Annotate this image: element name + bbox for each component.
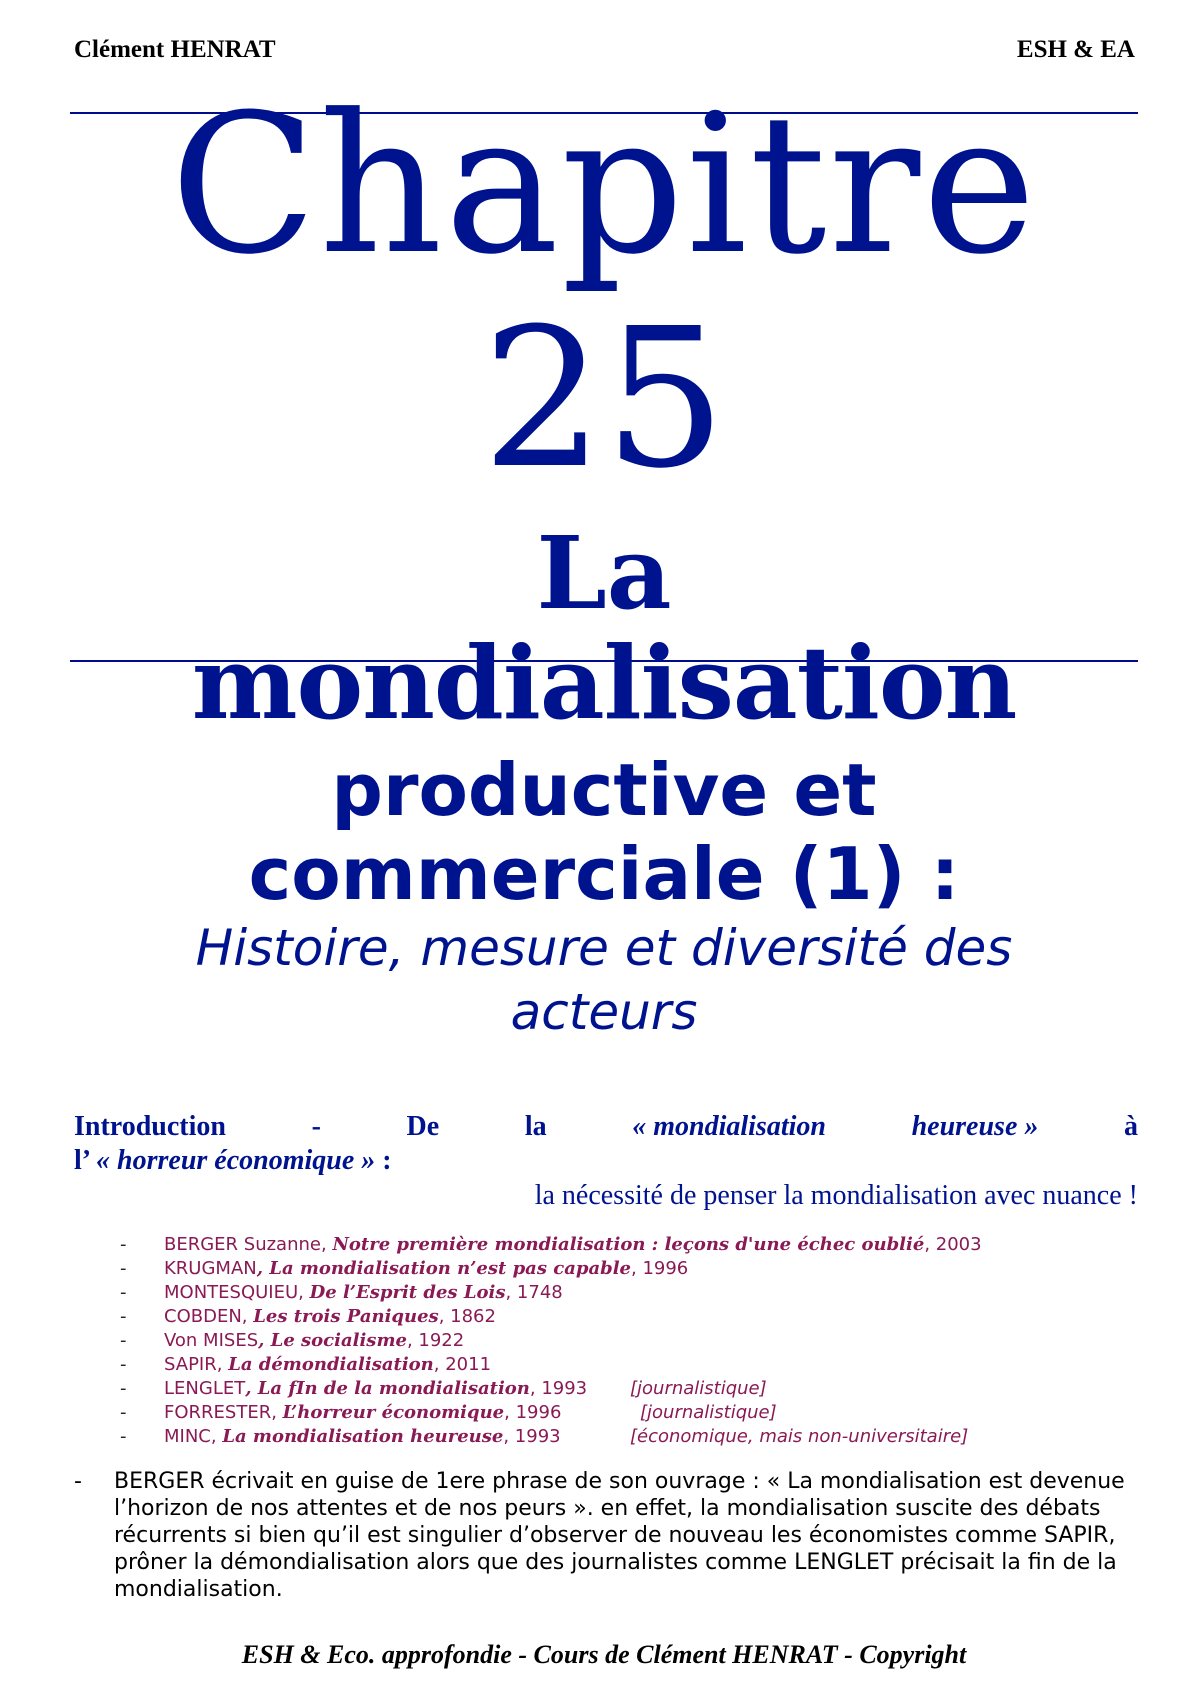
intro-line-3: la nécessité de penser la mondialisation avec nuance ! bbox=[534, 1180, 1138, 1211]
bibliography-year: , 1993 bbox=[529, 1378, 588, 1399]
italic-subtitle-line-2: acteurs bbox=[510, 983, 698, 1041]
bibliography-item bbox=[120, 1233, 982, 1257]
bibliography-item bbox=[120, 1377, 982, 1401]
bibliography-title: Les trois Paniques bbox=[253, 1306, 439, 1327]
header-author: Clément HENRAT bbox=[74, 36, 276, 63]
bullet-dash: - bbox=[120, 1306, 127, 1327]
bibliography-list bbox=[120, 1233, 982, 1449]
bibliography-title: , La fIn de la mondialisation bbox=[245, 1378, 530, 1399]
bibliography-year: , 1748 bbox=[505, 1282, 563, 1303]
bibliography-year: , 1862 bbox=[438, 1306, 496, 1327]
intro-word: De bbox=[406, 1111, 440, 1142]
header-course: ESH & EA bbox=[1016, 36, 1135, 63]
bibliography-note: [journalistique] bbox=[630, 1378, 767, 1399]
bibliography-item bbox=[120, 1401, 982, 1425]
bibliography-year: , 1996 bbox=[504, 1402, 562, 1423]
title-chapitre: Chapitre bbox=[170, 74, 1038, 297]
title-subtitle bbox=[70, 748, 1138, 916]
bibliography-item bbox=[120, 1281, 982, 1305]
bullet-dash: - bbox=[120, 1258, 127, 1279]
intro-prefix: l’ bbox=[74, 1145, 97, 1176]
bibliography-title: , Le socialisme bbox=[258, 1330, 407, 1351]
bullet-dash: - bbox=[120, 1402, 127, 1423]
intro-word: heureuse » bbox=[911, 1111, 1039, 1142]
intro-line-2 bbox=[74, 1144, 1138, 1178]
bibliography-author: SAPIR, bbox=[164, 1354, 229, 1375]
bibliography-title: La mondialisation heureuse bbox=[222, 1426, 504, 1447]
bullet-dash: - bbox=[120, 1426, 127, 1447]
italic-subtitle-line-1: Histoire, mesure et diversité des bbox=[195, 919, 1013, 977]
bibliography-author: MONTESQUIEU, bbox=[164, 1282, 310, 1303]
bullet-dash: - bbox=[120, 1330, 127, 1351]
bibliography-title: Notre première mondialisation : leçons d'une échec oublié bbox=[332, 1234, 925, 1255]
subtitle-line-2: commerciale (1) : bbox=[248, 832, 960, 916]
title-la: La bbox=[536, 514, 672, 632]
intro-suffix: : bbox=[375, 1145, 392, 1176]
intro-word: - bbox=[311, 1111, 321, 1142]
bibliography-author: MINC, bbox=[164, 1426, 223, 1447]
bullet-dash: - bbox=[120, 1378, 127, 1399]
bibliography-author: KRUGMAN bbox=[164, 1258, 257, 1279]
intro-word: la bbox=[524, 1111, 547, 1142]
bibliography-year: , 2011 bbox=[433, 1354, 492, 1375]
paragraph-text: BERGER écrivait en guise de 1ere phrase de son ouvrage : « La mondialisation est devenue l’horizon de nos attentes et de nos peurs ». en effet, la mondialisation suscite des débats récurrents si bien qu’il est singulier d’observer de nouveau les économistes comme SAPIR, prôner la démondialisation alors que des journalistes comme LENGLET précisait la fin de la mondialisation. bbox=[114, 1469, 1125, 1602]
bibliography-title: L’horreur économique bbox=[282, 1402, 505, 1423]
introduction-heading bbox=[74, 1110, 1138, 1213]
intro-word: Introduction bbox=[74, 1111, 226, 1142]
intro-word: « mondialisation bbox=[632, 1111, 826, 1142]
bibliography-author: BERGER Suzanne, bbox=[164, 1234, 333, 1255]
intro-quote: « horreur économique » bbox=[96, 1145, 376, 1176]
subtitle-line-1: productive et bbox=[331, 748, 877, 832]
bibliography-item bbox=[120, 1257, 982, 1281]
bibliography-year: , 2003 bbox=[924, 1234, 982, 1255]
bibliography-item bbox=[120, 1353, 982, 1377]
title-chapter-number: 25 bbox=[481, 288, 727, 511]
page-footer: ESH & Eco. approfondie - Cours de Clément HENRAT - Copyright bbox=[241, 1640, 967, 1669]
bibliography-item bbox=[120, 1329, 982, 1353]
bibliography-author: COBDEN, bbox=[164, 1306, 254, 1327]
bibliography-author: FORRESTER, bbox=[164, 1402, 283, 1423]
bibliography-author: Von MISES bbox=[164, 1330, 259, 1351]
bibliography-title: , La mondialisation n’est pas capable bbox=[256, 1258, 631, 1279]
bibliography-note: [économique, mais non-universitaire] bbox=[630, 1426, 969, 1447]
bullet-dash: - bbox=[120, 1354, 127, 1375]
bibliography-item bbox=[120, 1305, 982, 1329]
bibliography-title: De l’Esprit des Lois bbox=[309, 1282, 506, 1303]
title-mondialisation: mondialisation bbox=[191, 624, 1017, 742]
bibliography-year: , 1996 bbox=[631, 1258, 689, 1279]
bibliography-title: La démondialisation bbox=[228, 1354, 434, 1375]
intro-line-1 bbox=[74, 1110, 1138, 1144]
bibliography-year: , 1993 bbox=[503, 1426, 561, 1447]
title-italic-subtitle bbox=[70, 916, 1138, 1044]
bullet-dash: - bbox=[120, 1282, 127, 1303]
body-paragraph bbox=[74, 1468, 1144, 1603]
intro-word: à bbox=[1124, 1111, 1138, 1142]
bibliography-item bbox=[120, 1425, 982, 1449]
bullet-dash: - bbox=[120, 1234, 127, 1255]
bibliography-note: [journalistique] bbox=[640, 1402, 777, 1423]
bibliography-year: , 1922 bbox=[406, 1330, 465, 1351]
paragraph-dash: - bbox=[74, 1469, 82, 1494]
bibliography-author: LENGLET bbox=[164, 1378, 246, 1399]
